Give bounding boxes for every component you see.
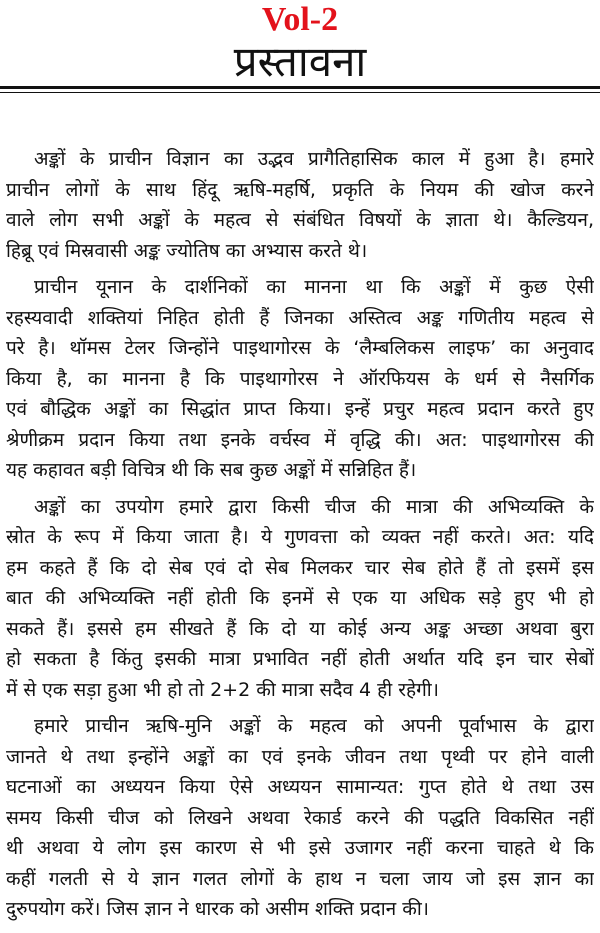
paragraph <box>6 492 594 706</box>
text-line: थी अथवा ये लोग इस कारण से भी इसे उजागर नहीं करना चाहते थे कि <box>6 837 594 859</box>
text-line: कहीं गलती से ये ज्ञान गलत लोगों के हाथ न चला जाय जो इस ज्ञान का <box>6 867 594 890</box>
text-line: परे है। थॉमस टेलर जिन्होंने पाइथागोरस के ‘लैम्बलिकस लाइफ’ का अनुवाद <box>6 337 594 359</box>
text-line: किया है, का मानना है कि पाइथागोरस ने ऑरफियस के धर्म से नैसर्गिक <box>6 367 594 390</box>
text-line: हो सकता है किंतु इसकी मात्रा प्रभावित नहीं होती अर्थात यदि इन चार सेबों <box>6 648 594 670</box>
paragraph <box>6 144 594 266</box>
text-line: हम कहते हैं कि दो सेब एवं दो सेब मिलकर चार सेब होते हैं तो इसमें इस <box>6 556 594 579</box>
text-line: रहस्यवादी शक्तियां निहित होती हैं जिनका अस्तित्व अङ्क गणितीय महत्व से <box>6 306 594 329</box>
volume-label: Vol-2 <box>261 1 339 38</box>
text-line: एवं बौद्धिक अङ्कों का सिद्धांत प्राप्त किया। इन्हें प्रचुर महत्व प्रदान करते हुए <box>6 398 594 420</box>
text-line: बात की अभिव्यक्ति नहीं होती कि इनमें से एक या अधिक सड़े हुए भी हो <box>6 587 594 609</box>
text-line: हिब्रू एवं मिस्रवासी अङ्क ज्योतिष का अभ्यास करते थे। <box>6 239 368 262</box>
paragraph <box>6 272 594 486</box>
text-line: प्राचीन लोगों के साथ हिंदू ऋषि-महर्षि, प्रकृति के नियम की खोज करने <box>6 178 594 201</box>
text-line: जानते थे तथा इन्होंने अङ्कों का एवं इनके जीवन तथा पृथ्वी पर होने वाली <box>6 745 594 768</box>
text-line: घटनाओं का अध्ययन किया ऐसे अध्ययन सामान्यत: गुप्त होते थे तथा उस <box>6 776 594 798</box>
text-line: श्रेणीक्रम प्रदान किया तथा इनके वर्चस्व में वृद्धि की। अत: पाइथागोरस की <box>6 428 594 451</box>
text-line: प्राचीन यूनान के दार्शनिकों का मानना था कि अङ्कों में कुछ ऐसी <box>34 276 594 298</box>
page-title: प्रस्तावना <box>233 37 367 86</box>
document-body <box>6 144 594 931</box>
text-line: वाले लोग सभी अङ्कों के महत्व से संबंधित विषयों के ज्ञाता थे। कैल्डियन, <box>6 209 594 231</box>
text-line: समय किसी चीज को लिखने अथवा रेकार्ड करने की पद्धति विकसित नहीं <box>6 806 594 829</box>
text-line: सकते हैं। इससे हम सीखते हैं कि दो या कोई अन्य अङ्क अच्छा अथवा बुरा <box>6 617 594 640</box>
text-line: में से एक सड़ा हुआ भी हो तो 2+2 की मात्रा सदैव 4 ही रहेगी। <box>6 678 439 701</box>
title-divider-thin <box>0 92 600 93</box>
text-line: हमारे प्राचीन ऋषि-मुनि अङ्कों के महत्व को अपनी पूर्वाभास के द्वारा <box>34 715 594 737</box>
text-line: अङ्कों का उपयोग हमारे द्वारा किसी चीज की मात्रा की अभिव्यक्ति के <box>34 495 594 518</box>
text-line: अङ्कों के प्राचीन विज्ञान का उद्भव प्रागैतिहासिक काल में हुआ है। हमारे <box>34 148 594 170</box>
text-line: स्रोत के रूप में किया जाता है। ये गुणवत्ता को व्यक्त नहीं करते। अत: यदि <box>6 526 594 548</box>
paragraph <box>6 711 594 925</box>
title-divider-thick <box>0 86 600 89</box>
text-line: दुरुपयोग करें। जिस ज्ञान ने धारक को असीम शक्ति प्रदान की। <box>6 898 429 920</box>
text-line: यह कहावत बड़ी विचित्र थी कि सब कुछ अङ्कों में सन्निहित हैं। <box>6 459 417 481</box>
